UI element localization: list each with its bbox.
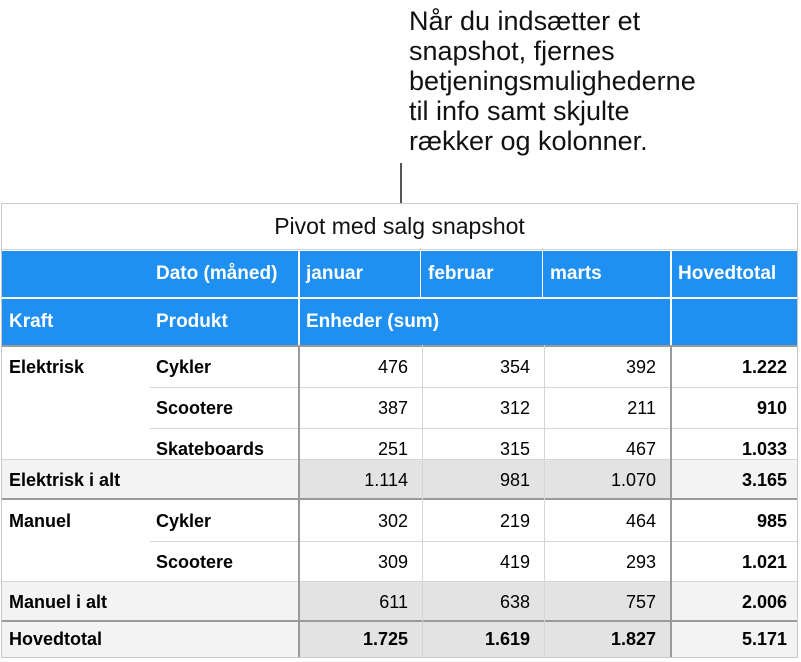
cell-januar: 476 [377,357,408,377]
header-divider [542,251,543,297]
callout-line: betjeningsmulighederne [409,66,696,96]
gridline [150,541,797,542]
cell-februar: 219 [499,511,530,531]
header-date-label: Dato (måned) [156,263,278,284]
cell-marts: 467 [625,439,656,459]
table-row [2,347,797,387]
cell-kraft: Elektrisk i alt [9,470,121,490]
cell-februar: 1.619 [422,622,544,657]
header-divider [298,251,300,297]
cell-produkt: Skateboards [156,439,265,459]
cell-januar: 251 [377,439,408,459]
callout-leader-line [400,163,402,203]
header-month-februar: februar [428,263,494,284]
cell-produkt: Scootere [156,398,234,418]
gridline [2,249,797,250]
cell-januar: 611 [300,582,422,620]
cell-total: 5.171 [672,622,797,657]
callout-line: rækker og kolonner. [409,126,648,156]
header-measure: Enheder (sum) [306,311,440,332]
gridline [422,345,423,657]
cell-total: 2.006 [672,582,797,620]
header-kraft: Kraft [9,311,54,332]
cell-februar: 638 [422,582,544,620]
cell-februar: 315 [499,439,530,459]
table-row [2,388,797,428]
cell-februar: 354 [499,357,530,377]
gridline [150,387,797,388]
cell-total: 1.021 [741,552,787,572]
cell-januar: 309 [377,552,408,572]
gridline [670,345,672,657]
header-month-januar: januar [306,263,364,284]
gridline [544,345,545,657]
header-row-fields [2,299,797,345]
cell-marts: 392 [625,357,656,377]
table-row [2,542,797,582]
table-row [2,501,797,541]
gridline [2,459,797,460]
cell-produkt: Scootere [156,552,234,572]
gridline [2,498,797,500]
header-divider [670,251,672,297]
header-divider [298,299,300,345]
cell-marts: 1.827 [544,622,670,657]
gridline [2,620,797,622]
callout-line: til info samt skjulte [409,96,630,126]
gridline [2,345,797,347]
cell-marts: 293 [625,552,656,572]
header-divider [670,299,672,345]
table-row-grand-total [2,622,797,657]
table-row-subtotal [2,460,797,498]
cell-kraft: Manuel i alt [9,592,108,612]
cell-kraft: Elektrisk [9,357,85,377]
callout-text [409,6,789,156]
cell-produkt: Cykler [156,357,212,377]
pivot-table [1,203,798,658]
table-row-subtotal [2,582,797,620]
cell-kraft [2,388,148,428]
cell-januar: 1.114 [300,460,422,498]
cell-januar: 302 [377,511,408,531]
gridline [2,581,797,582]
cell-marts: 1.070 [544,460,670,498]
cell-total: 985 [756,511,787,531]
cell-kraft [2,542,148,582]
callout-line: Når du indsætter et [409,6,641,36]
header-row-date [2,251,797,297]
header-produkt: Produkt [156,311,228,332]
cell-januar: 387 [377,398,408,418]
cell-kraft: Manuel [9,511,72,531]
cell-februar: 312 [499,398,530,418]
cell-total: 1.033 [741,439,787,459]
cell-kraft: Hovedtotal [9,629,103,649]
cell-total: 910 [756,398,787,418]
table-title: Pivot med salg snapshot [274,213,525,239]
cell-januar: 1.725 [300,622,422,657]
callout-line: snapshot, fjernes [409,36,615,66]
cell-marts: 211 [627,398,656,418]
cell-marts: 757 [544,582,670,620]
gridline [298,345,300,657]
header-month-marts: marts [550,263,602,284]
cell-total: 3.165 [672,460,797,498]
cell-produkt: Cykler [156,511,212,531]
header-divider [420,251,421,297]
cell-februar: 981 [422,460,544,498]
cell-total: 1.222 [741,357,787,377]
cell-februar: 419 [499,552,530,572]
cell-marts: 464 [625,511,656,531]
header-grand-total: Hovedtotal [678,263,777,284]
gridline [150,428,797,429]
